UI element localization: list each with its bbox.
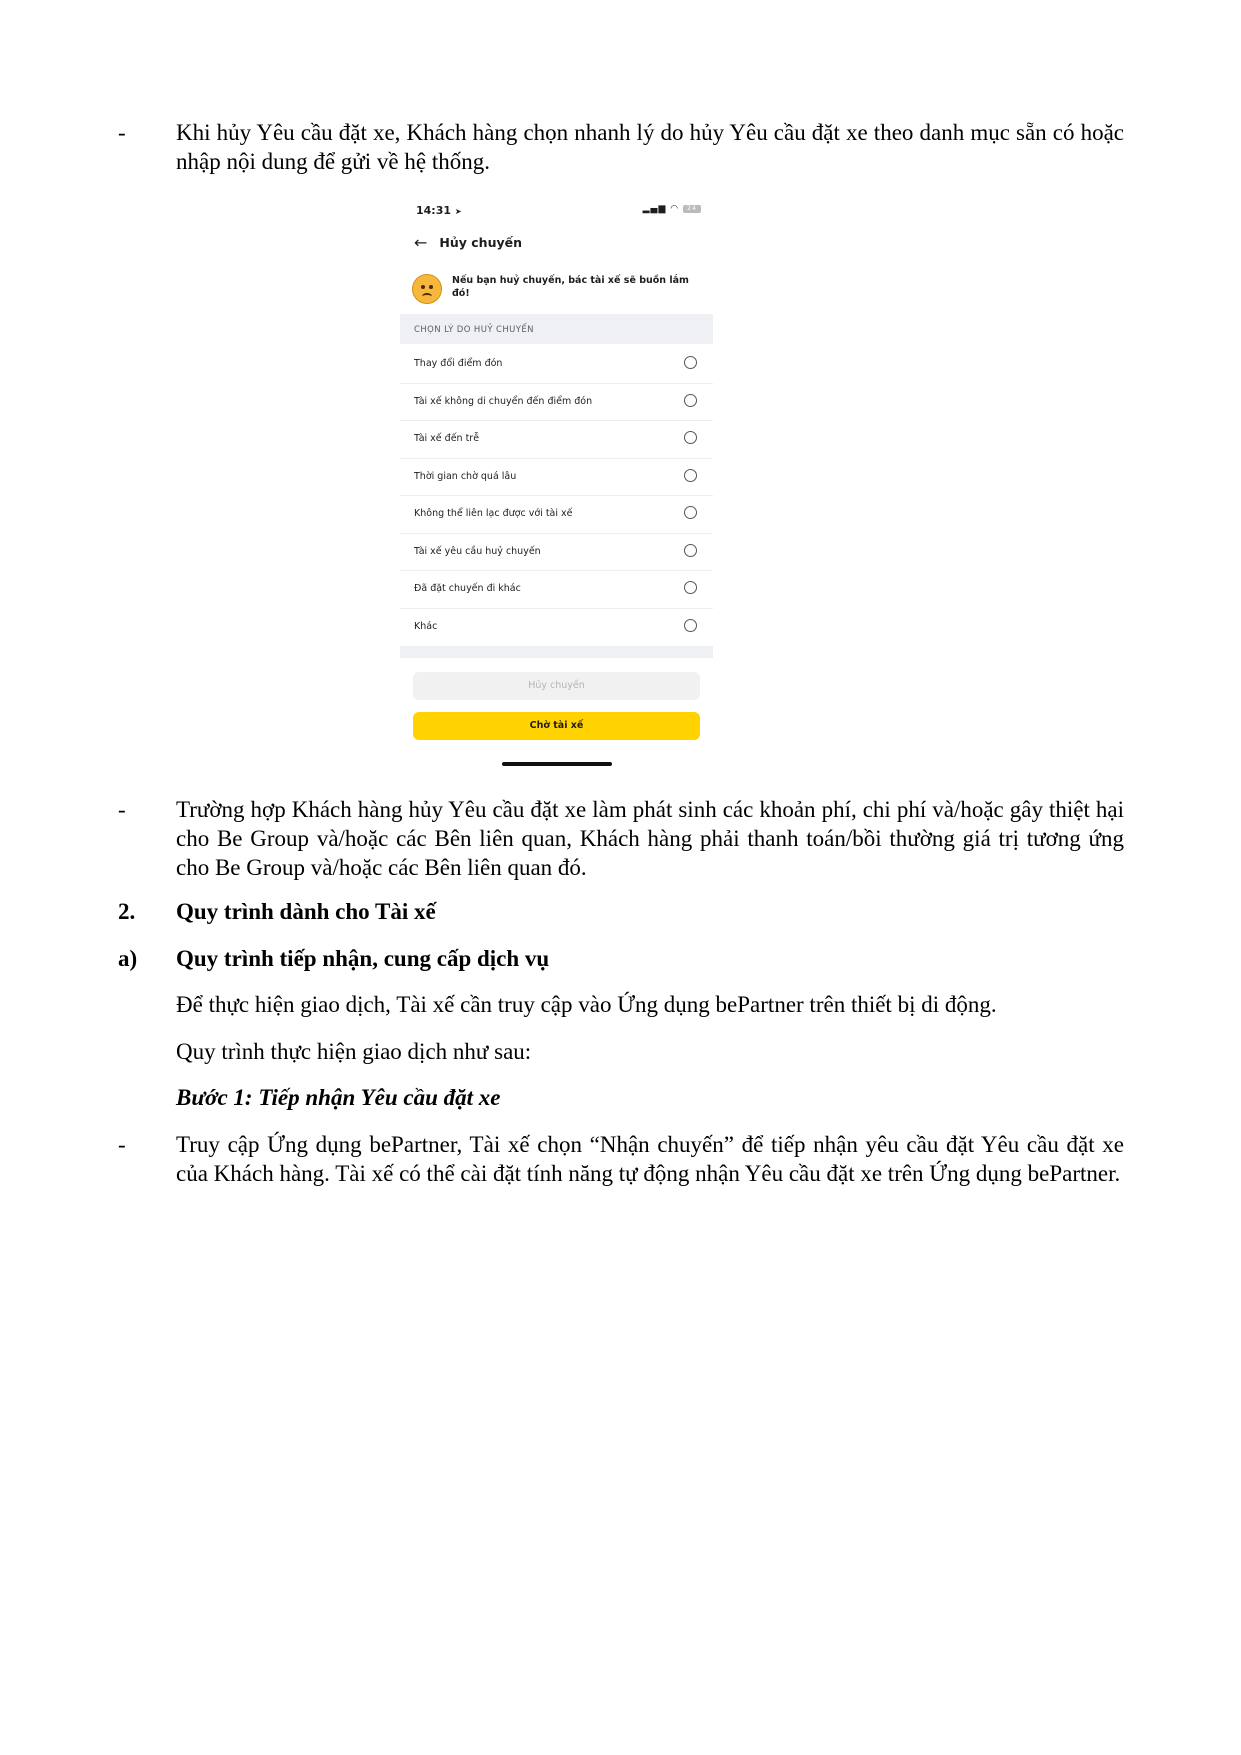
radio-icon[interactable] [684, 431, 697, 444]
wait-driver-button[interactable]: Chờ tài xế [413, 712, 700, 740]
radio-icon[interactable] [684, 469, 697, 482]
screen-title: Hủy chuyến [439, 234, 522, 250]
reason-list [400, 346, 713, 645]
subsection-number: a) [118, 946, 138, 971]
warning-text: Nếu bạn huỷ chuyến, bác tài xế sẽ buồn lắm đó! [452, 275, 689, 299]
warning-banner [400, 266, 713, 308]
sad-face-icon [412, 274, 442, 304]
phone-screenshot [400, 196, 713, 770]
status-time-text: 14:31 [416, 204, 452, 217]
bullet-dash: - [118, 1132, 126, 1157]
reason-label: Thay đổi điểm đón [414, 358, 503, 369]
reason-label: Không thể liên lạc được với tài xế [414, 508, 573, 519]
status-time [416, 204, 462, 217]
home-indicator [502, 762, 612, 766]
section-number: 2. [118, 899, 136, 924]
bullet-dash: - [118, 120, 126, 145]
reason-option[interactable] [400, 571, 713, 609]
reason-option[interactable] [400, 496, 713, 534]
reason-label: Đã đặt chuyến đi khác [414, 583, 521, 594]
reason-option[interactable] [400, 346, 713, 384]
paragraph-process-intro: Quy trình thực hiện giao dịch như sau: [176, 1039, 532, 1064]
reason-section-label: CHỌN LÝ DO HUỶ CHUYẾN [414, 325, 534, 335]
radio-icon[interactable] [684, 619, 697, 632]
reason-option[interactable] [400, 421, 713, 459]
paragraph-accept-trip: Truy cập Ứng dụng bePartner, Tài xế chọn “Nhận chuyến” để tiếp nhận yêu cầu đặt Yêu cầu đặt xe của Khách hàng. Tài xế có thể cài đặt tính năng tự động nhận Yêu cầu đặt xe trên Ứng dụng bePartner. [176, 1132, 1124, 1186]
paragraph-access-app: Để thực hiện giao dịch, Tài xế cần truy cập vào Ứng dụng bePartner trên thiết bị di động. [176, 992, 997, 1017]
paragraph-cancellation-fee: Trường hợp Khách hàng hủy Yêu cầu đặt xe làm phát sinh các khoản phí, chi phí và/hoặc gây thiệt hại cho Be Group và/hoặc các Bên liên quan, Khách hàng phải thanh toán/bồi thường giá trị tương ứng cho Be Group và/hoặc các Bên liên quan đó. [176, 797, 1124, 880]
reason-label: Tài xế không di chuyển đến điểm đón [414, 395, 593, 407]
radio-icon[interactable] [684, 394, 697, 407]
battery-level: 24 [687, 204, 697, 212]
signal-icon: ▂▄▆ [642, 204, 667, 214]
location-icon: ➤ [454, 207, 462, 216]
paragraph-cancel-reason: Khi hủy Yêu cầu đặt xe, Khách hàng chọn nhanh lý do hủy Yêu cầu đặt xe theo danh mục sẵn có hoặc nhập nội dung để gửi về hệ thống. [176, 120, 1124, 174]
radio-icon[interactable] [684, 581, 697, 594]
battery-icon [683, 205, 701, 213]
radio-icon[interactable] [684, 544, 697, 557]
wifi-icon: ◠ [670, 204, 680, 214]
radio-icon[interactable] [684, 506, 697, 519]
reason-option[interactable] [400, 459, 713, 497]
reason-label: Thời gian chờ quá lâu [414, 470, 517, 482]
step-heading: Bước 1: Tiếp nhận Yêu cầu đặt xe [176, 1085, 501, 1110]
reason-section-header [400, 314, 713, 344]
bullet-dash: - [118, 797, 126, 822]
reason-option[interactable] [400, 534, 713, 572]
back-arrow-icon[interactable]: ← [414, 232, 428, 252]
divider [400, 646, 713, 658]
reason-label: Khác [414, 620, 438, 632]
section-title: Quy trình dành cho Tài xế [176, 899, 436, 924]
reason-label: Tài xế đến trễ [414, 433, 480, 444]
radio-icon[interactable] [684, 356, 697, 369]
reason-option[interactable] [400, 384, 713, 422]
reason-label: Tài xế yêu cầu huỷ chuyến [414, 545, 541, 557]
reason-option[interactable] [400, 609, 713, 646]
status-icons [643, 204, 701, 214]
cancel-trip-button[interactable]: Hủy chuyến [413, 672, 700, 700]
screen-header [414, 232, 522, 252]
subsection-title: Quy trình tiếp nhận, cung cấp dịch vụ [176, 946, 550, 971]
